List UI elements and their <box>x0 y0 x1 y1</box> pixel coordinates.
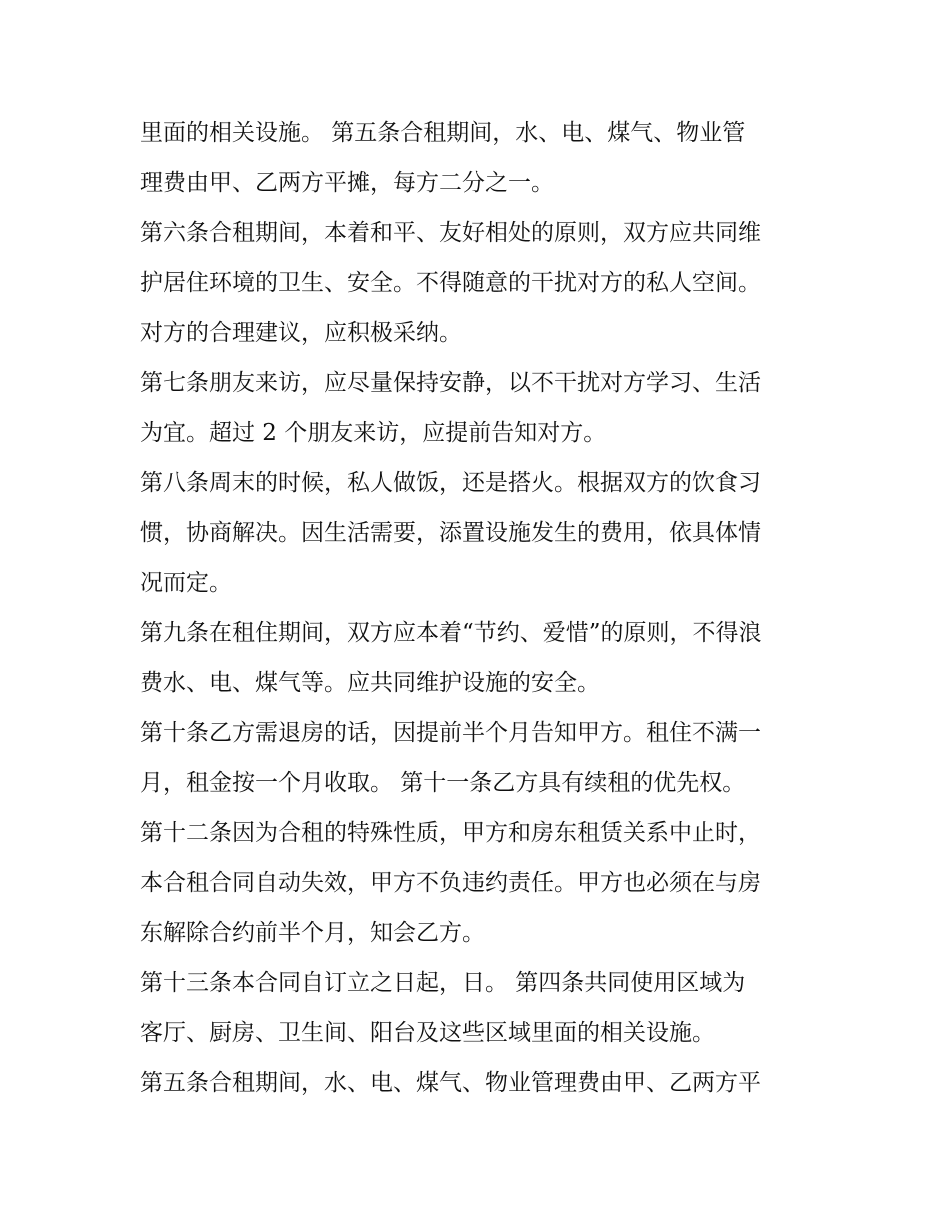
text-line-2: 理费由甲、乙两方平摊，每方二分之一。 <box>140 170 554 196</box>
text-line-3: 第六条合租期间，本着和平、友好相处的原则，双方应共同维 <box>140 220 761 246</box>
text-line-15: 第十二条因为合租的特殊性质，甲方和房东租赁关系中止时， <box>140 820 761 846</box>
text-line-8: 第八条周末的时候，私人做饭，还是搭火。根据双方的饮食习 <box>140 470 761 496</box>
text-line-20: 第五条合租期间，水、电、煤气、物业管理费由甲、乙两方平 <box>140 1070 761 1096</box>
text-line-5: 对方的合理建议，应积极采纳。 <box>140 320 462 346</box>
document-body <box>140 108 830 1108</box>
text-line-9: 惯，协商解决。因生活需要，添置设施发生的费用，依具体情 <box>140 520 761 546</box>
text-line-17: 东解除合约前半个月，知会乙方。 <box>140 920 485 946</box>
text-line-14: 月，租金按一个月收取。 第十一条乙方具有续租的优先权。 <box>140 770 746 796</box>
text-line-4: 护居住环境的卫生、安全。不得随意的干扰对方的私人空间。 <box>140 270 761 296</box>
text-line-19: 客厅、厨房、卫生间、阳台及这些区域里面的相关设施。 <box>140 1020 715 1046</box>
text-line-16: 本合租合同自动失效，甲方不负违约责任。甲方也必须在与房 <box>140 870 761 896</box>
text-line-18: 第十三条本合同自订立之日起，日。 第四条共同使用区域为 <box>140 970 746 996</box>
text-line-1: 里面的相关设施。 第五条合租期间，水、电、煤气、物业管 <box>140 120 746 146</box>
text-line-7: 为宜。超过 2 个朋友来访，应提前告知对方。 <box>140 420 607 446</box>
text-line-11: 第九条在租住期间，双方应本着“节约、爱惜”的原则，不得浪 <box>140 620 762 646</box>
text-line-12: 费水、电、煤气等。应共同维护设施的安全。 <box>140 670 600 696</box>
text-line-10: 况而定。 <box>140 570 232 596</box>
text-line-6: 第七条朋友来访，应尽量保持安静，以不干扰对方学习、生活 <box>140 370 761 396</box>
text-line-13: 第十条乙方需退房的话，因提前半个月告知甲方。租住不满一 <box>140 720 761 746</box>
